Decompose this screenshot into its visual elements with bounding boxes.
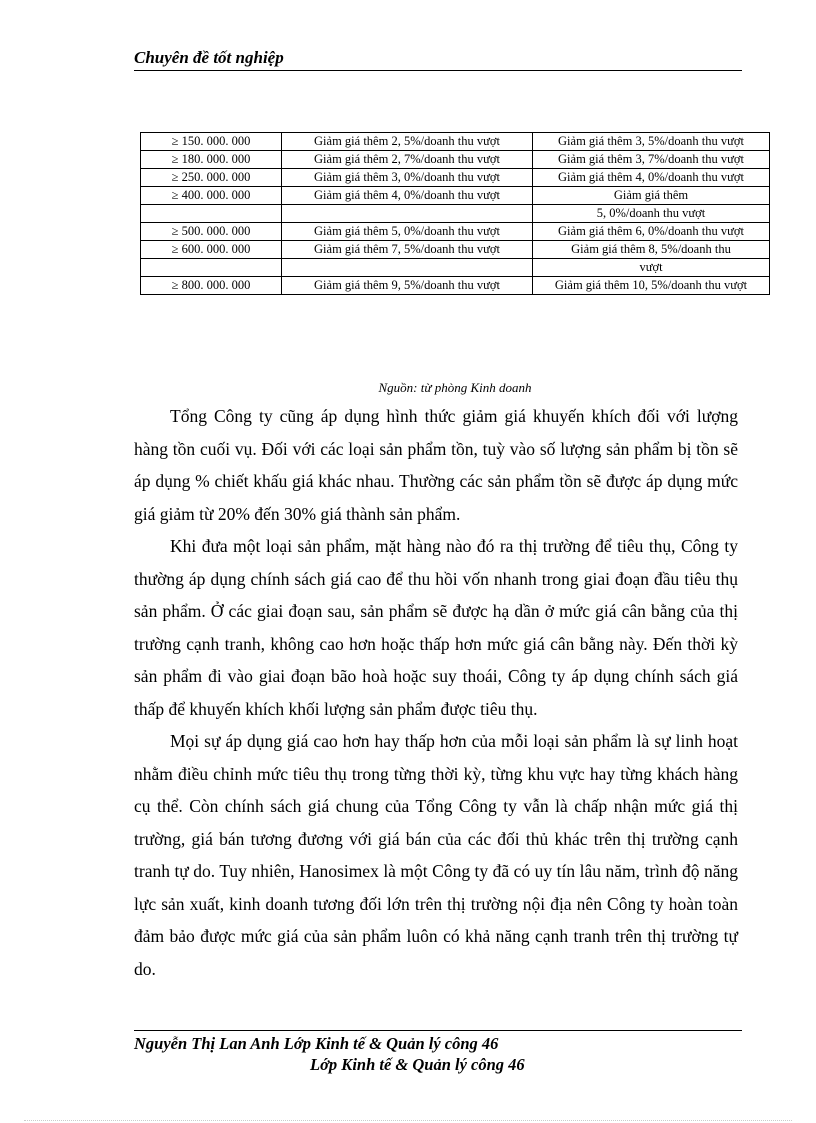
discount-cell: Giảm giá thêm 4, 0%/doanh thu vượt [533,169,770,187]
table-row [141,187,770,205]
table-row [141,169,770,187]
table-row [141,277,770,295]
header-divider [134,70,742,71]
footer-class: Lớp Kinh tế & Quản lý công 46 [310,1055,525,1074]
discount-cell: vượt [533,259,770,277]
table-row [141,205,770,223]
table-row [141,133,770,151]
discount-cell [282,205,533,223]
footer-author: Nguyễn Thị Lan Anh Lớp Kinh tế & Quản lý công 46 [134,1034,499,1053]
discount-cell: Giảm giá thêm 7, 5%/doanh thu vượt [282,241,533,259]
discount-cell: Giảm giá thêm 5, 0%/doanh thu vượt [282,223,533,241]
threshold-cell: ≥ 500. 000. 000 [141,223,282,241]
discount-cell: Giảm giá thêm 2, 7%/doanh thu vượt [282,151,533,169]
discount-cell: Giảm giá thêm 2, 5%/doanh thu vượt [282,133,533,151]
body-text [134,400,738,985]
table-row [141,259,770,277]
discount-cell: Giảm giá thêm 6, 0%/doanh thu vượt [533,223,770,241]
threshold-cell [141,205,282,223]
discount-cell: Giảm giá thêm 3, 0%/doanh thu vượt [282,169,533,187]
paragraph: Khi đưa một loại sản phẩm, mặt hàng nào đó ra thị trường để tiêu thụ, Công ty thường áp dụng chính sách giá cao để thu hồi vốn nhanh trong giai đoạn đầu tiêu thụ sản phẩm. Ở các giai đoạn sau, sản phẩm sẽ được hạ dần ở mức giá cân bằng của thị trường cạnh tranh, không cao hơn hoặc thấp hơn mức giá cân bằng này. Đến thời kỳ sản phẩm đi vào giai đoạn bão hoà hoặc suy thoái, Công ty áp dụng chính sách giá thấp để khuyến khích khối lượng sản phẩm được tiêu thụ. [134,536,738,719]
paragraph: Mọi sự áp dụng giá cao hơn hay thấp hơn của mỗi loại sản phẩm là sự linh hoạt nhằm điều chỉnh mức tiêu thụ trong từng thời kỳ, từng khu vực hay từng khách hàng cụ thể. Còn chính sách giá chung của Tổng Công ty vẫn là chấp nhận mức giá thị trường, giá bán tương đương với giá bán của các đối thủ khác trên thị trường cạnh tranh tự do. Tuy nhiên, Hanosimex là một Công ty đã có uy tín lâu năm, trình độ năng lực sản xuất, kinh doanh tương đối lớn trên thị trường nội địa nên Công ty hoàn toàn đảm bảo được mức giá của sản phẩm luôn có khả năng cạnh tranh trên thị trường tự do. [134,731,738,979]
table-source-note: Nguồn: từ phòng Kinh doanh [378,380,532,395]
discount-cell: Giảm giá thêm 10, 5%/doanh thu vượt [533,277,770,295]
discount-cell: 5, 0%/doanh thu vượt [533,205,770,223]
table-row [141,223,770,241]
page-boundary [24,1120,792,1121]
threshold-cell: ≥ 150. 000. 000 [141,133,282,151]
table-row [141,241,770,259]
discount-cell: Giảm giá thêm 8, 5%/doanh thu [533,241,770,259]
table-row [141,151,770,169]
threshold-cell: ≥ 800. 000. 000 [141,277,282,295]
discount-cell: Giảm giá thêm 4, 0%/doanh thu vượt [282,187,533,205]
discount-cell: Giảm giá thêm 3, 7%/doanh thu vượt [533,151,770,169]
threshold-cell: ≥ 180. 000. 000 [141,151,282,169]
page-header-title: Chuyên đề tốt nghiệp [134,48,284,67]
footer-divider [134,1030,742,1031]
discount-cell: Giảm giá thêm 3, 5%/doanh thu vượt [533,133,770,151]
discount-cell [282,259,533,277]
threshold-cell: ≥ 600. 000. 000 [141,241,282,259]
discount-table [140,132,770,295]
discount-cell: Giảm giá thêm 9, 5%/doanh thu vượt [282,277,533,295]
discount-cell: Giảm giá thêm [533,187,770,205]
threshold-cell: ≥ 250. 000. 000 [141,169,282,187]
threshold-cell [141,259,282,277]
threshold-cell: ≥ 400. 000. 000 [141,187,282,205]
paragraph: Tổng Công ty cũng áp dụng hình thức giảm giá khuyến khích đối với lượng hàng tồn cuối vụ. Đối với các loại sản phẩm tồn, tuỳ vào số lượng sản phẩm bị tồn sẽ áp dụng % chiết khấu giá khác nhau. Thường các sản phẩm tồn sẽ được áp dụng mức giá giảm từ 20% đến 30% giá thành sản phẩm. [134,406,738,524]
